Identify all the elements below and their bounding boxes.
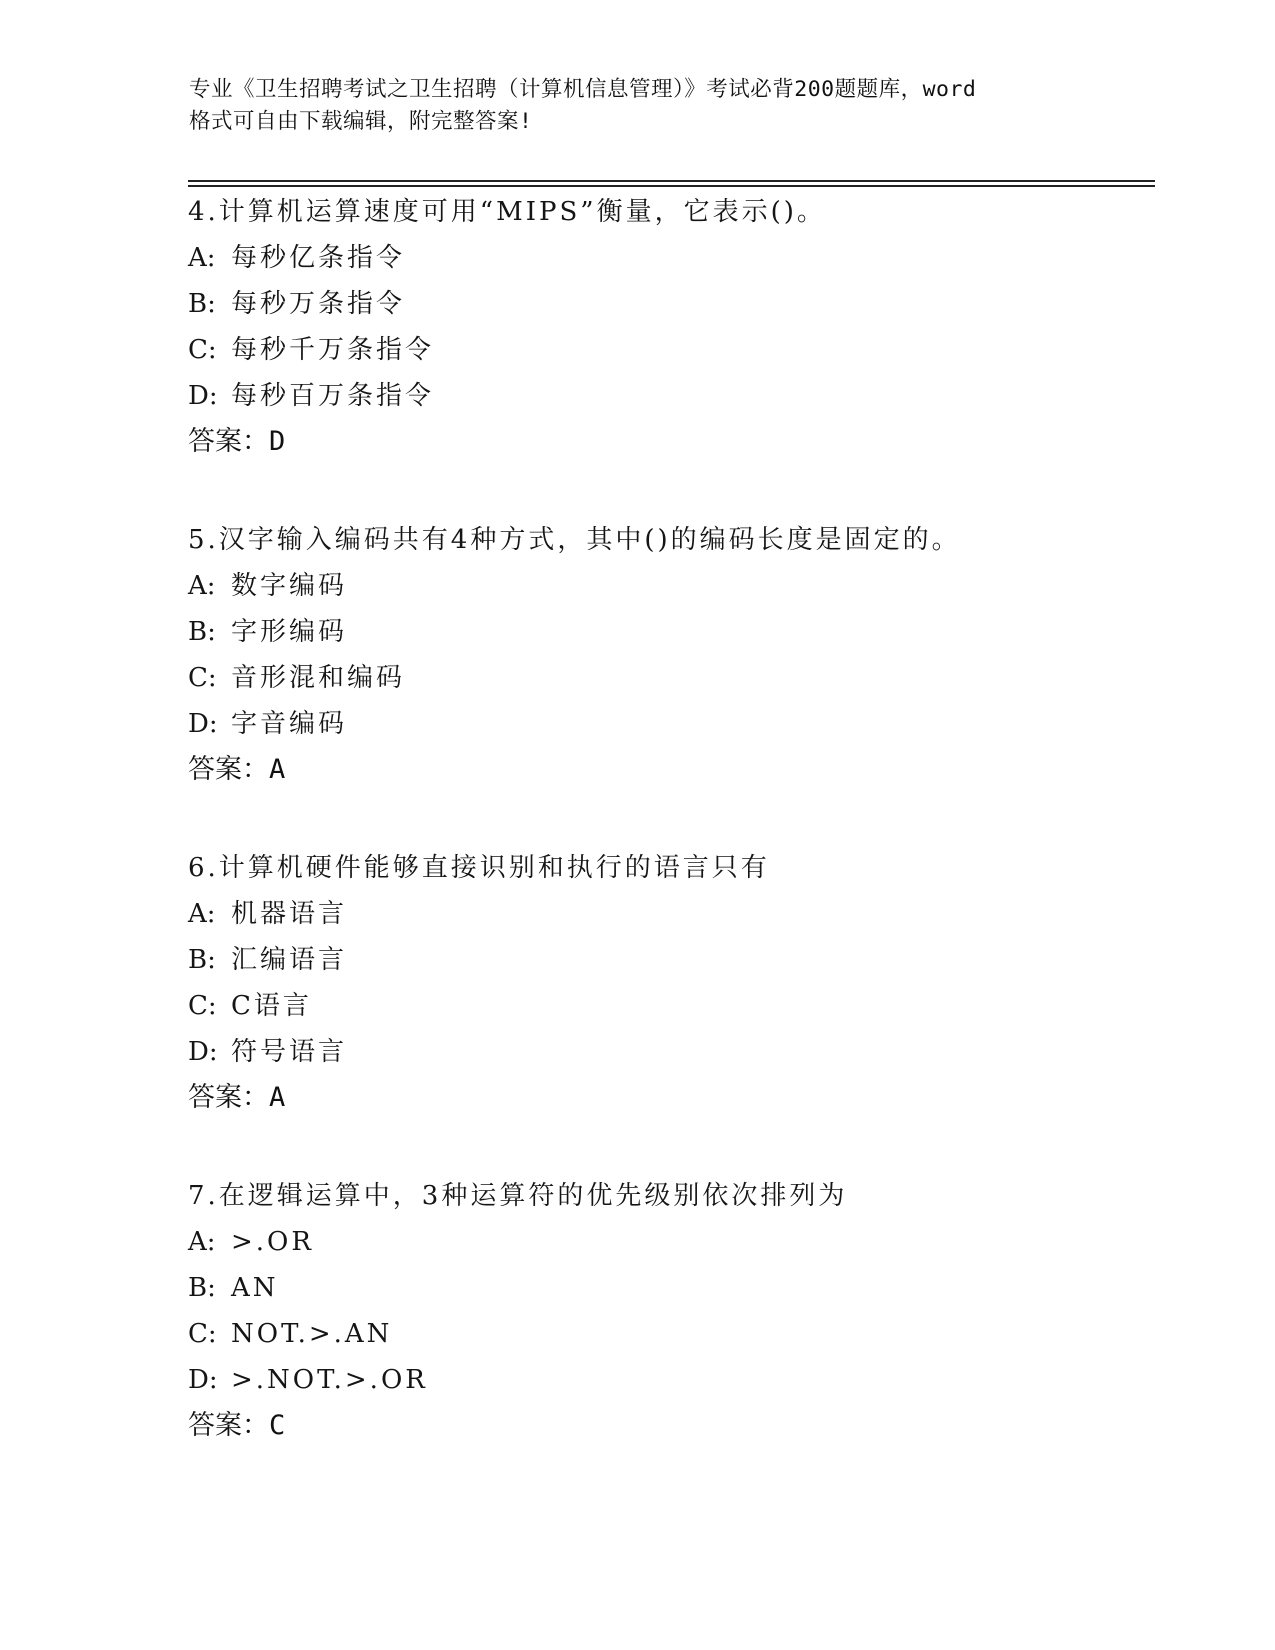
option-text: NOT.>.AN (231, 1319, 393, 1349)
option-d (188, 701, 1148, 747)
option-a (188, 1219, 1148, 1265)
header-title-line-1: 专业《卫生招聘考试之卫生招聘（计算机信息管理）》考试必背200题题库，word (189, 77, 977, 102)
option-label: D: (188, 709, 218, 739)
option-b (188, 1265, 1148, 1311)
option-text: C语言 (231, 991, 312, 1021)
option-label: D: (188, 1365, 218, 1395)
option-label: C: (188, 335, 217, 365)
answer-line: 答案：A (188, 754, 286, 785)
option-label: B: (188, 289, 216, 319)
answer-line: 答案：D (188, 426, 286, 457)
question-stem: 6.计算机硬件能够直接识别和执行的语言只有 (188, 853, 770, 883)
option-d (188, 1357, 1148, 1403)
option-label: A: (188, 1227, 216, 1257)
option-text: 汇编语言 (231, 945, 348, 975)
option-c (188, 983, 1148, 1029)
option-text: 符号语言 (231, 1037, 348, 1067)
option-label: B: (188, 617, 216, 647)
question-stem: 4.计算机运算速度可用“MIPS”衡量，它表示()。 (188, 197, 826, 227)
option-c (188, 655, 1148, 701)
header-title-line-2: 格式可自由下载编辑，附完整答案! (189, 109, 533, 134)
option-text: >.NOT.>.OR (231, 1365, 428, 1395)
question-stem: 5.汉字输入编码共有4种方式，其中()的编码长度是固定的。 (188, 525, 961, 555)
answer-line: 答案：C (188, 1410, 286, 1441)
option-text: 每秒亿条指令 (231, 243, 406, 273)
option-text: 字音编码 (231, 709, 348, 739)
question-7 (188, 1173, 1148, 1449)
question-6 (188, 845, 1148, 1121)
option-label: A: (188, 243, 216, 273)
option-label: D: (188, 381, 218, 411)
option-label: B: (188, 1273, 216, 1303)
question-stem: 7.在逻辑运算中，3种运算符的优先级别依次排列为 (188, 1181, 848, 1211)
document-header (189, 74, 1109, 138)
option-text: 数字编码 (231, 571, 348, 601)
option-text: 机器语言 (231, 899, 348, 929)
option-c (188, 327, 1148, 373)
option-text: >.OR (231, 1227, 314, 1257)
question-5 (188, 517, 1148, 793)
option-d (188, 373, 1148, 419)
option-d (188, 1029, 1148, 1075)
option-label: A: (188, 571, 216, 601)
option-label: D: (188, 1037, 218, 1067)
option-b (188, 937, 1148, 983)
option-label: B: (188, 945, 216, 975)
option-b (188, 609, 1148, 655)
option-c (188, 1311, 1148, 1357)
option-a (188, 563, 1148, 609)
question-4 (188, 189, 1148, 465)
option-a (188, 891, 1148, 937)
option-text: 音形混和编码 (231, 663, 406, 693)
option-label: C: (188, 991, 217, 1021)
option-a (188, 235, 1148, 281)
option-label: C: (188, 663, 217, 693)
option-text: AN (231, 1273, 279, 1303)
option-text: 每秒万条指令 (231, 289, 406, 319)
option-text: 每秒百万条指令 (231, 381, 435, 411)
header-divider-bottom (188, 185, 1155, 187)
question-list (188, 189, 1148, 1501)
answer-line: 答案：A (188, 1082, 286, 1113)
header-divider-top (188, 180, 1155, 182)
option-label: C: (188, 1319, 217, 1349)
option-label: A: (188, 899, 216, 929)
option-b (188, 281, 1148, 327)
option-text: 字形编码 (231, 617, 348, 647)
option-text: 每秒千万条指令 (231, 335, 435, 365)
